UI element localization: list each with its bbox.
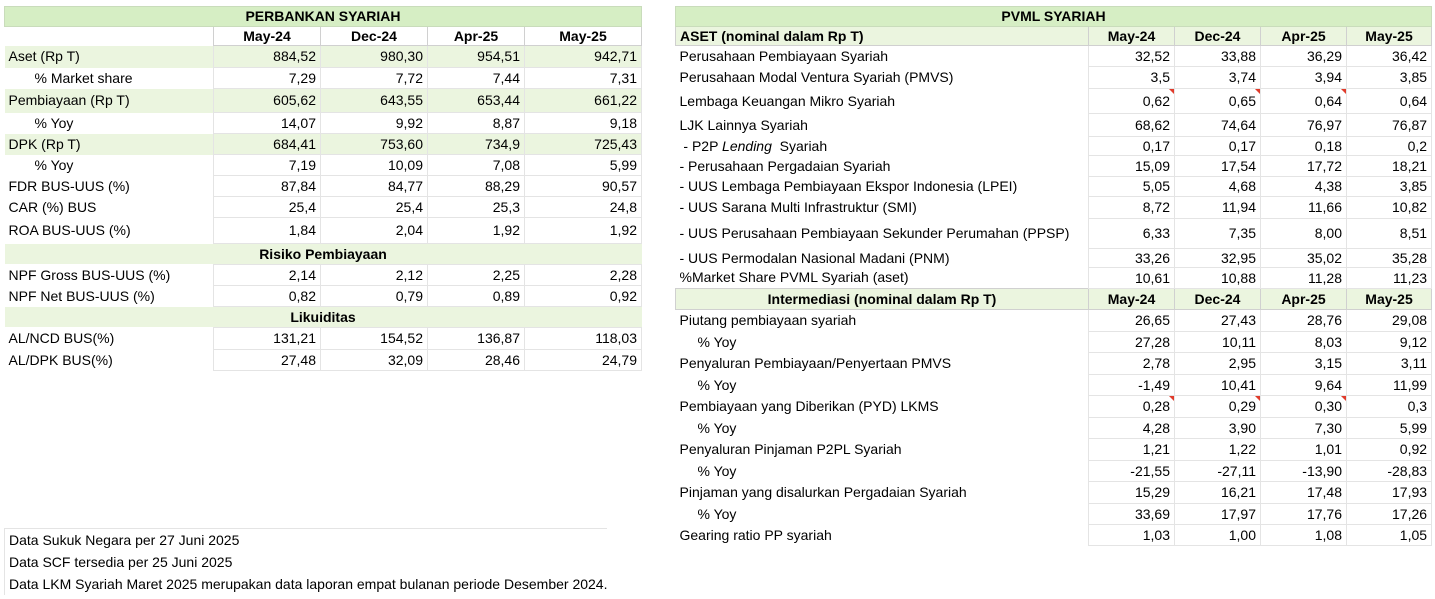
value-cell: 3,11: [1347, 353, 1432, 375]
row-label: FDR BUS-UUS (%): [8, 177, 130, 194]
row-label: Aset (Rp T): [5, 46, 214, 68]
row-label: Pembiayaan (Rp T): [5, 89, 214, 113]
value-cell: 0,64: [1261, 89, 1347, 114]
value-cell: 9,64: [1261, 375, 1347, 396]
value-cell: 25,3: [428, 197, 525, 218]
value-cell: 980,30: [321, 46, 428, 68]
value-cell: 954,51: [428, 46, 525, 68]
value-cell: 27,48: [214, 350, 321, 371]
row-label: % Yoy: [34, 156, 74, 173]
value-cell: 11,28: [1261, 268, 1347, 289]
value-cell: 1,05: [1347, 525, 1432, 546]
section-title-liquidity: Likuiditas: [5, 307, 642, 328]
value-cell: 1,92: [428, 218, 525, 244]
value-cell: 7,30: [1261, 418, 1347, 439]
value-cell: 661,22: [525, 89, 642, 113]
table-row: [676, 197, 1432, 219]
value-cell: 7,44: [428, 68, 525, 89]
column-header: Apr-25: [1261, 289, 1347, 310]
value-cell: 0,17: [1089, 137, 1175, 156]
value-cell: 0,18: [1261, 137, 1347, 156]
table-row: [676, 353, 1432, 375]
table-row: [676, 375, 1432, 396]
value-cell: 18,21: [1347, 156, 1432, 177]
value-cell: 10,11: [1175, 332, 1261, 353]
value-cell: 76,97: [1261, 114, 1347, 137]
value-cell: 0,28: [1089, 396, 1175, 418]
value-cell: 753,60: [321, 134, 428, 155]
value-cell: 33,69: [1089, 504, 1175, 525]
value-cell: 136,87: [428, 328, 525, 350]
value-cell: 24,79: [525, 350, 642, 371]
table-row: [5, 265, 642, 286]
value-cell: 17,76: [1261, 504, 1347, 525]
value-cell: 2,12: [321, 265, 428, 286]
table-row: [5, 68, 642, 89]
value-cell: 5,99: [1347, 418, 1432, 439]
value-cell: 7,31: [525, 68, 642, 89]
value-cell: 684,41: [214, 134, 321, 155]
row-label: CAR (%) BUS: [8, 198, 97, 215]
table-row: [676, 219, 1432, 249]
row-label: % Market share: [34, 69, 133, 86]
left-main-rows: [5, 46, 642, 244]
value-cell: -1,49: [1089, 375, 1175, 396]
footnote: Data Sukuk Negara per 27 Juni 2025: [4, 528, 607, 551]
value-cell: 154,52: [321, 328, 428, 350]
column-header: May-25: [1347, 27, 1432, 46]
row-label: %Market Share PVML Syariah (aset): [679, 269, 909, 286]
footnotes: [4, 528, 607, 595]
table-row: [676, 396, 1432, 418]
column-header: Dec-24: [1175, 27, 1261, 46]
table-row: [676, 177, 1432, 197]
value-cell: 68,62: [1089, 114, 1175, 137]
value-cell: 17,48: [1261, 482, 1347, 504]
value-cell: 4,28: [1089, 418, 1175, 439]
table-row: [5, 218, 642, 244]
value-cell: 0,92: [525, 286, 642, 307]
row-label: Penyaluran Pinjaman P2PL Syariah: [679, 441, 902, 457]
value-cell: 9,18: [525, 113, 642, 134]
value-cell: 32,52: [1089, 46, 1175, 67]
row-label: - UUS Permodalan Nasional Madani (PNM): [679, 249, 950, 266]
table-row: [676, 418, 1432, 439]
row-label: % Yoy: [34, 114, 74, 131]
value-cell: 7,08: [428, 155, 525, 176]
value-cell: 15,09: [1089, 156, 1175, 177]
row-label: NPF Net BUS-UUS (%): [8, 287, 155, 304]
value-cell: 10,82: [1347, 197, 1432, 219]
row-label: % Yoy: [697, 419, 737, 436]
value-cell: 7,35: [1175, 219, 1261, 249]
value-cell: 8,00: [1261, 219, 1347, 249]
table-row: [5, 155, 642, 176]
table-row: [676, 504, 1432, 525]
row-label: Pembiayaan yang Diberikan (PYD) LKMS: [679, 398, 939, 414]
row-label: Lembaga Keuangan Mikro Syariah: [679, 92, 896, 109]
value-cell: 3,5: [1089, 67, 1175, 89]
table-row: [676, 268, 1432, 289]
row-label: AL/DPK BUS(%): [8, 351, 113, 368]
value-cell: 35,02: [1261, 249, 1347, 268]
value-cell: 27,43: [1175, 310, 1261, 332]
value-cell: 0,2: [1347, 137, 1432, 156]
value-cell: 131,21: [214, 328, 321, 350]
row-label: Piutang pembiayaan syariah: [679, 312, 857, 329]
value-cell: 10,41: [1175, 375, 1261, 396]
row-label: DPK (Rp T): [5, 134, 214, 155]
value-cell: -27,11: [1175, 461, 1261, 482]
row-label: - Perusahaan Pergadaian Syariah: [679, 157, 891, 174]
row-label: % Yoy: [697, 376, 737, 393]
value-cell: 0,79: [321, 286, 428, 307]
value-cell: 10,88: [1175, 268, 1261, 289]
value-cell: 28,46: [428, 350, 525, 371]
column-header: May-24: [1089, 289, 1175, 310]
value-cell: 87,84: [214, 176, 321, 197]
table-row: [676, 137, 1432, 156]
value-cell: 3,85: [1347, 67, 1432, 89]
value-cell: 84,77: [321, 176, 428, 197]
table-row: [5, 89, 642, 113]
value-cell: 653,44: [428, 89, 525, 113]
table-row: [676, 310, 1432, 332]
perbankan-syariah-table: [4, 6, 642, 371]
value-cell: 7,72: [321, 68, 428, 89]
value-cell: 6,33: [1089, 219, 1175, 249]
value-cell: -21,55: [1089, 461, 1175, 482]
row-label: % Yoy: [697, 505, 737, 522]
value-cell: 2,14: [214, 265, 321, 286]
value-cell: 17,72: [1261, 156, 1347, 177]
value-cell: 32,95: [1175, 249, 1261, 268]
value-cell: 9,12: [1347, 332, 1432, 353]
table-row: [676, 114, 1432, 137]
value-cell: 0,64: [1347, 89, 1432, 114]
table-row: [676, 439, 1432, 461]
column-header: May-24: [1089, 27, 1175, 46]
pvml-syariah-table: [675, 6, 1432, 546]
footnote: Data SCF tersedia per 25 Juni 2025: [4, 551, 607, 573]
intermediasi-section-title: Intermediasi (nominal dalam Rp T): [676, 289, 1089, 310]
value-cell: 11,66: [1261, 197, 1347, 219]
table-row: [5, 176, 642, 197]
value-cell: 1,92: [525, 218, 642, 244]
value-cell: 76,87: [1347, 114, 1432, 137]
table-row: [5, 286, 642, 307]
table-row: [5, 328, 642, 350]
value-cell: 36,42: [1347, 46, 1432, 67]
value-cell: 2,95: [1175, 353, 1261, 375]
row-label: Pinjaman yang disalurkan Pergadaian Syariah: [679, 484, 967, 500]
value-cell: 3,15: [1261, 353, 1347, 375]
value-cell: -13,90: [1261, 461, 1347, 482]
value-cell: 24,8: [525, 197, 642, 218]
value-cell: 88,29: [428, 176, 525, 197]
value-cell: 5,99: [525, 155, 642, 176]
value-cell: 8,87: [428, 113, 525, 134]
table-row: [5, 134, 642, 155]
left-risk-rows: [5, 265, 642, 307]
row-label: NPF Gross BUS-UUS (%): [8, 266, 171, 283]
row-label: [676, 137, 1089, 156]
blank-header-cell: [5, 27, 214, 46]
table-row: [676, 249, 1432, 268]
value-cell: 10,61: [1089, 268, 1175, 289]
value-cell: 27,28: [1089, 332, 1175, 353]
column-header: May-25: [1347, 289, 1432, 310]
value-cell: 25,4: [214, 197, 321, 218]
row-label: Gearing ratio PP syariah: [679, 526, 832, 543]
value-cell: 3,90: [1175, 418, 1261, 439]
value-cell: 16,21: [1175, 482, 1261, 504]
value-cell: 942,71: [525, 46, 642, 68]
value-cell: 2,78: [1089, 353, 1175, 375]
value-cell: 2,25: [428, 265, 525, 286]
row-label: % Yoy: [697, 333, 737, 350]
value-cell: 0,65: [1175, 89, 1261, 114]
table-row: [676, 156, 1432, 177]
row-label: - UUS Lembaga Pembiayaan Ekspor Indonesia (LPEI): [679, 178, 1018, 194]
value-cell: 14,07: [214, 113, 321, 134]
row-label: AL/NCD BUS(%): [8, 330, 115, 346]
table-row: [5, 350, 642, 371]
value-cell: 3,94: [1261, 67, 1347, 89]
value-cell: 118,03: [525, 328, 642, 350]
value-cell: 734,9: [428, 134, 525, 155]
table-row: [676, 89, 1432, 114]
value-cell: 26,65: [1089, 310, 1175, 332]
value-cell: 2,28: [525, 265, 642, 286]
value-cell: 33,88: [1175, 46, 1261, 67]
column-header: Apr-25: [428, 27, 525, 46]
column-header: May-24: [214, 27, 321, 46]
value-cell: 17,54: [1175, 156, 1261, 177]
row-label: - UUS Sarana Multi Infrastruktur (SMI): [679, 199, 917, 215]
value-cell: 36,29: [1261, 46, 1347, 67]
value-cell: 0,17: [1175, 137, 1261, 156]
value-cell: 11,23: [1347, 268, 1432, 289]
value-cell: 33,26: [1089, 249, 1175, 268]
column-header: Dec-24: [1175, 289, 1261, 310]
value-cell: 0,89: [428, 286, 525, 307]
value-cell: 90,57: [525, 176, 642, 197]
value-cell: 725,43: [525, 134, 642, 155]
value-cell: 8,51: [1347, 219, 1432, 249]
value-cell: 5,05: [1089, 177, 1175, 197]
value-cell: 1,22: [1175, 439, 1261, 461]
table-row: [676, 67, 1432, 89]
value-cell: 29,08: [1347, 310, 1432, 332]
left-liquidity-rows: [5, 328, 642, 371]
value-cell: 3,74: [1175, 67, 1261, 89]
value-cell: 8,03: [1261, 332, 1347, 353]
value-cell: 1,08: [1261, 525, 1347, 546]
row-label: Perusahaan Modal Ventura Syariah (PMVS): [679, 69, 954, 85]
value-cell: 0,30: [1261, 396, 1347, 418]
value-cell: 1,21: [1089, 439, 1175, 461]
value-cell: 0,92: [1347, 439, 1432, 461]
row-label-emphasis: Lending: [722, 137, 772, 154]
aset-section-title: ASET (nominal dalam Rp T): [676, 27, 1089, 46]
value-cell: 1,01: [1261, 439, 1347, 461]
table-row: [676, 525, 1432, 546]
value-cell: 15,29: [1089, 482, 1175, 504]
right-aset-rows: [676, 46, 1432, 289]
value-cell: 9,92: [321, 113, 428, 134]
table-row: [5, 46, 642, 68]
value-cell: 1,03: [1089, 525, 1175, 546]
value-cell: 0,3: [1347, 396, 1432, 418]
value-cell: 74,64: [1175, 114, 1261, 137]
value-cell: 25,4: [321, 197, 428, 218]
table-title: PVML SYARIAH: [676, 7, 1432, 27]
value-cell: 3,85: [1347, 177, 1432, 197]
table-row: [676, 46, 1432, 67]
row-label: Perusahaan Pembiayaan Syariah: [679, 47, 889, 64]
value-cell: 0,29: [1175, 396, 1261, 418]
value-cell: 10,09: [321, 155, 428, 176]
value-cell: 11,99: [1347, 375, 1432, 396]
value-cell: 32,09: [321, 350, 428, 371]
value-cell: 7,29: [214, 68, 321, 89]
value-cell: 605,62: [214, 89, 321, 113]
table-row: [676, 332, 1432, 353]
value-cell: 17,26: [1347, 504, 1432, 525]
right-intermediasi-rows: [676, 310, 1432, 546]
value-cell: 11,94: [1175, 197, 1261, 219]
value-cell: 4,68: [1175, 177, 1261, 197]
column-header: Apr-25: [1261, 27, 1347, 46]
value-cell: 0,82: [214, 286, 321, 307]
table-row: [676, 482, 1432, 504]
value-cell: 1,84: [214, 218, 321, 244]
column-header: May-25: [525, 27, 642, 46]
value-cell: 4,38: [1261, 177, 1347, 197]
value-cell: 17,97: [1175, 504, 1261, 525]
row-label: - UUS Perusahaan Pembiayaan Sekunder Perumahan (PPSP): [679, 225, 1070, 241]
footnote: Data LKM Syariah Maret 2025 merupakan data laporan empat bulanan periode Desember 2024.: [4, 573, 607, 595]
value-cell: 7,19: [214, 155, 321, 176]
value-cell: 643,55: [321, 89, 428, 113]
value-cell: 35,28: [1347, 249, 1432, 268]
section-title-risk: Risiko Pembiayaan: [5, 244, 642, 265]
table-title: PERBANKAN SYARIAH: [5, 7, 642, 27]
value-cell: 0,62: [1089, 89, 1175, 114]
row-label: ROA BUS-UUS (%): [8, 222, 131, 238]
value-cell: 2,04: [321, 218, 428, 244]
row-label: % Yoy: [697, 462, 737, 479]
table-row: [676, 461, 1432, 482]
row-label-part: Syariah: [771, 137, 828, 154]
value-cell: 17,93: [1347, 482, 1432, 504]
row-label: Penyaluran Pembiayaan/Penyertaan PMVS: [679, 355, 952, 371]
table-row: [5, 113, 642, 134]
column-header: Dec-24: [321, 27, 428, 46]
value-cell: 1,00: [1175, 525, 1261, 546]
value-cell: 28,76: [1261, 310, 1347, 332]
value-cell: -28,83: [1347, 461, 1432, 482]
row-label-part: - P2P: [679, 137, 723, 154]
value-cell: 8,72: [1089, 197, 1175, 219]
table-row: [5, 197, 642, 218]
value-cell: 884,52: [214, 46, 321, 68]
row-label: LJK Lainnya Syariah: [679, 116, 808, 133]
